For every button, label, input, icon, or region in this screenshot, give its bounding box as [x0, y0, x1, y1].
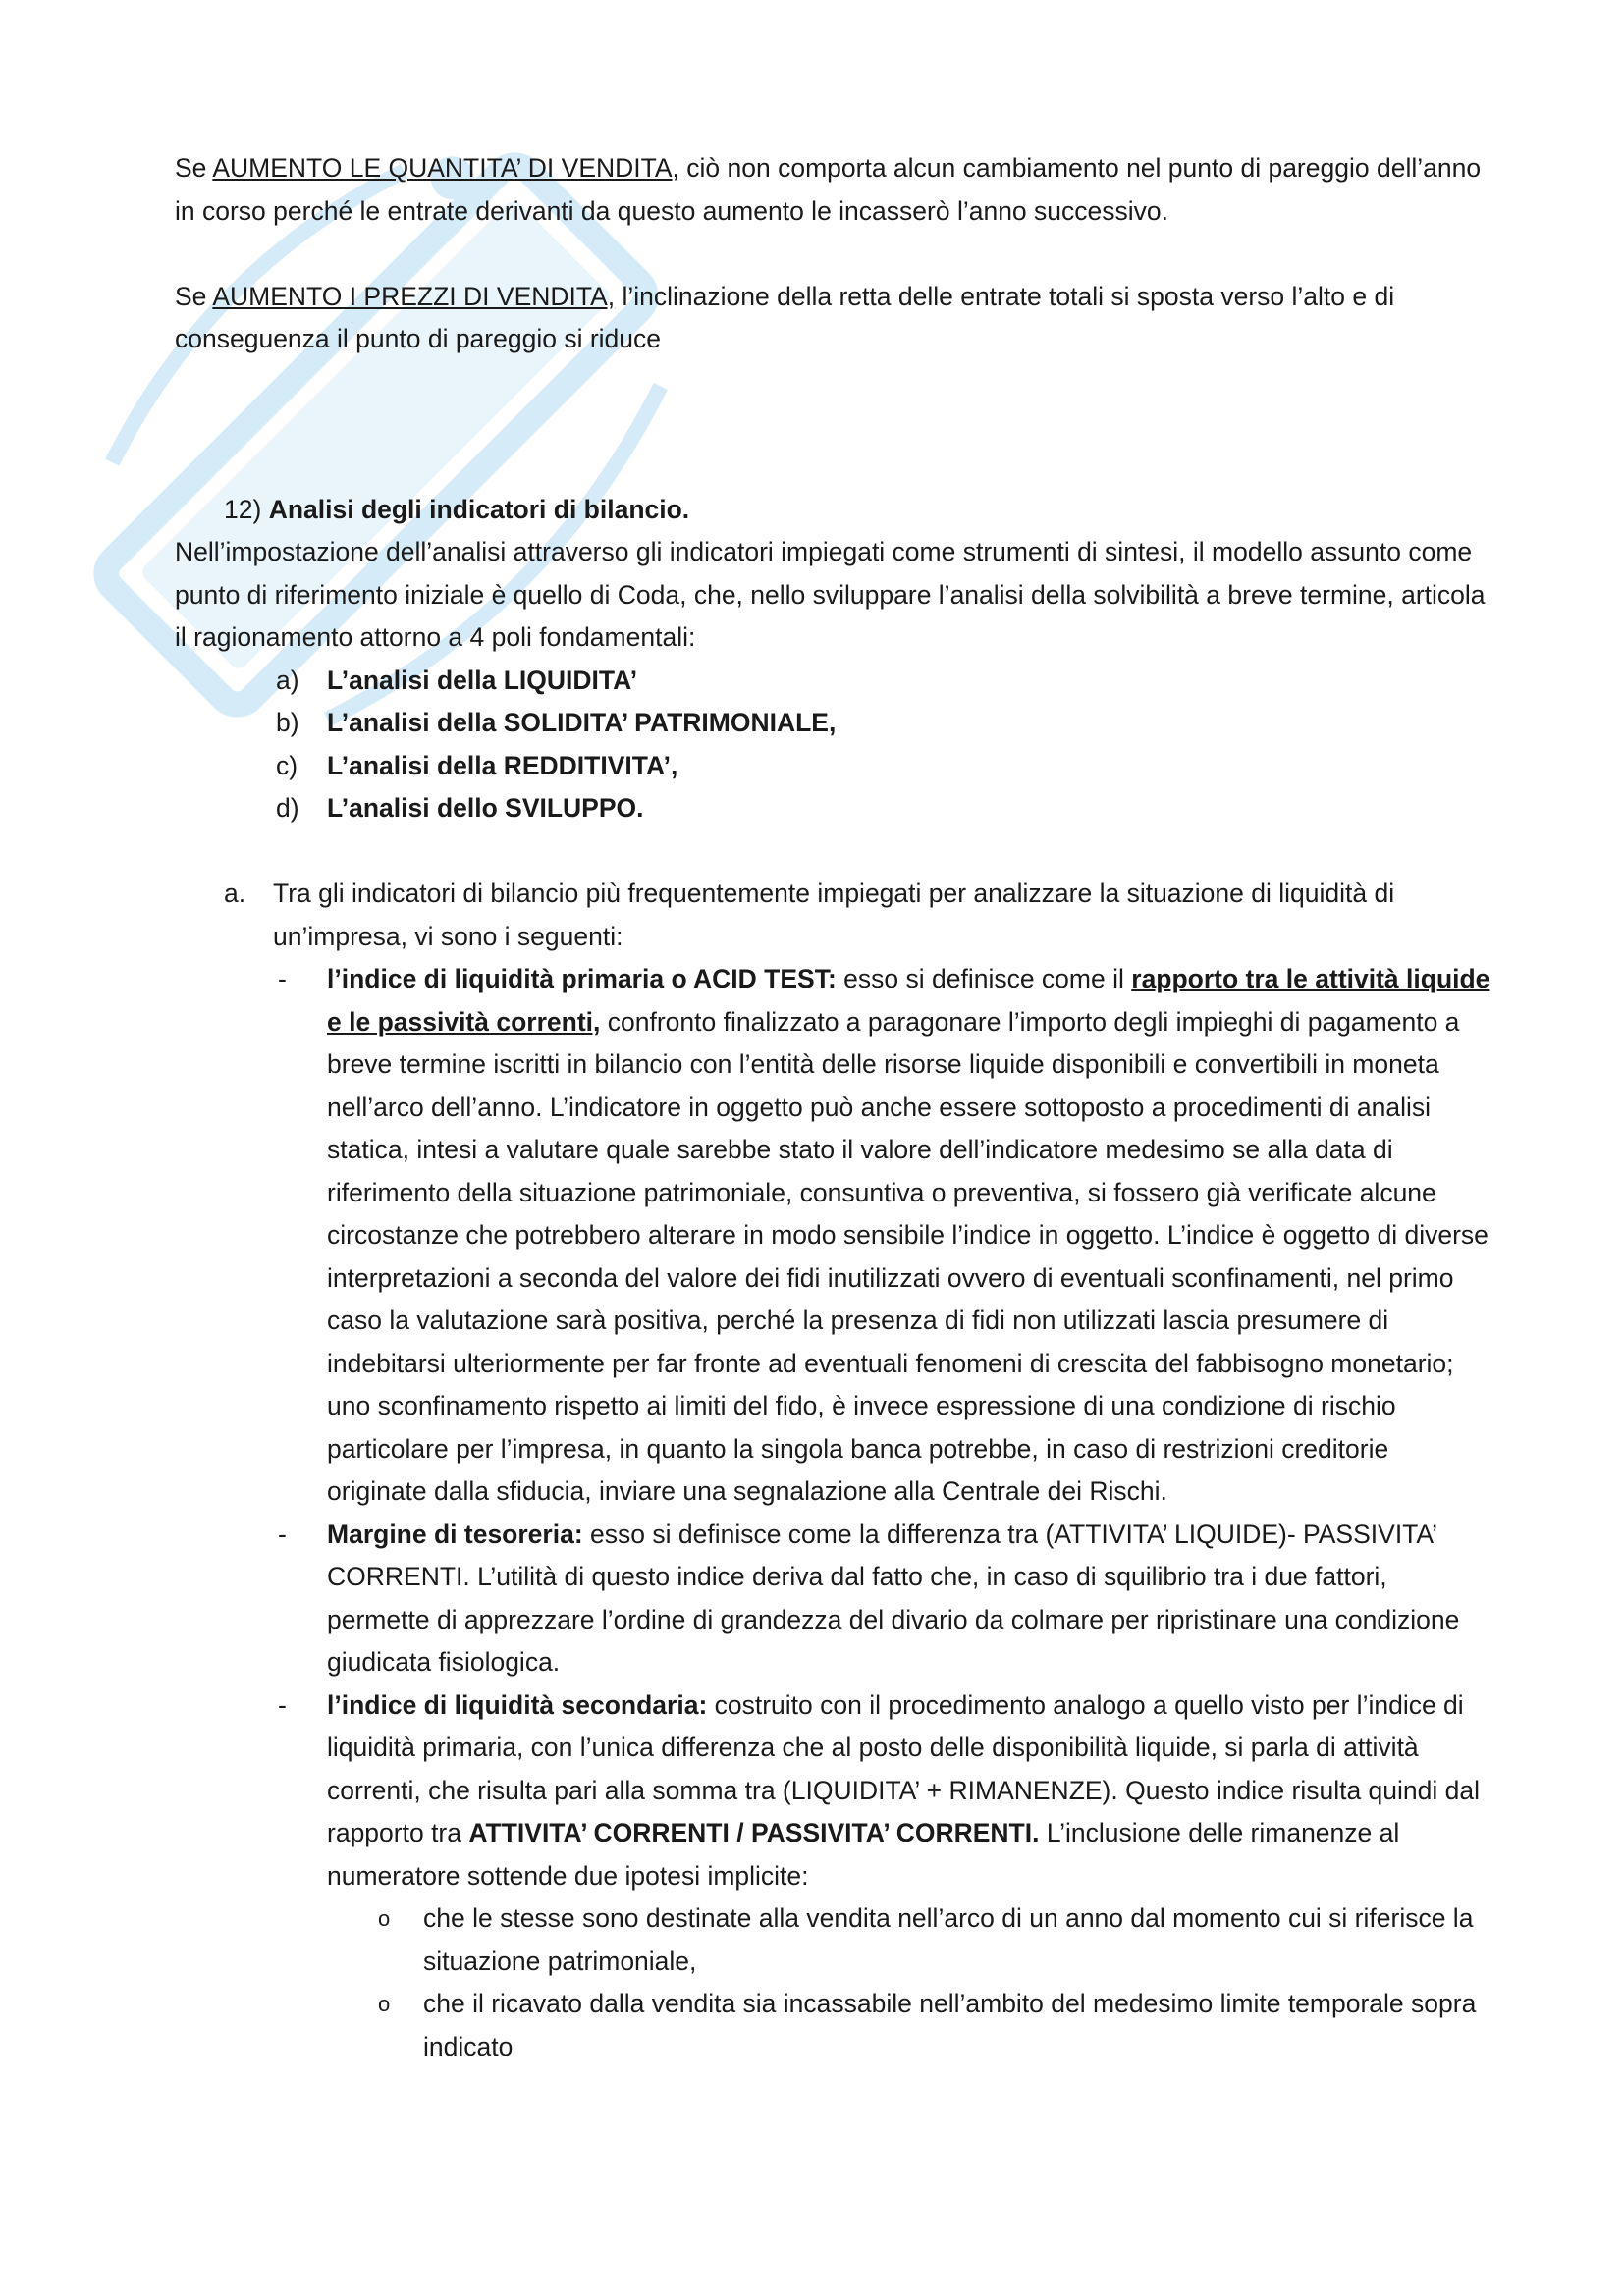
list-item-acid-test: - l’indice di liquidità primaria o ACID TEST: esso si definisce come il rapporto tra le attività liquide e le passività correnti, confronto finalizzato a paragonare l’importo degli impieghi di pagamento a breve termine iscritti in bilancio con l’entità delle risorse liquide disponibili e convertibili in moneta nell’arco dell’anno. L’indicatore in oggetto può anche essere sottoposto a procedimenti di analisi statica, intesi a valutare quale sarebbe stato il valore dell’indicatore medesimo se alla data di riferimento della situazione patrimoniale, consuntiva o preventiva, si fossero già verificate alcune circostanze che potrebbero alterare in modo sensibile l’indice in oggetto. L’indice è oggetto di diverse interpretazioni a seconda del valore dei fidi inutilizzati ovvero di eventuali sconfinamenti, nel primo caso la valutazione sarà positiva, perché la presenza di fidi non utilizzati lascia presumere di indebitarsi ulteriormente per far fronte ad eventuali fenomeni di crescita del fabbisogno monetario; uno sconfinamento rispetto ai limiti del fido, è invece espressione di una condizione di rischio particolare per l’impresa, in quanto la singola banca potrebbe, in caso di restrizioni creditorie originate dalla sfiducia, inviare una segnalazione alla Centrale dei Rischi.: [278, 964, 1490, 1506]
list-item-margine-tesoreria: - Margine di tesoreria: esso si definisce come la differenza tra (ATTIVITA’ LIQUIDE)- PASSIVITA’ CORRENTI. L’utilità di questo indice deriva dal fatto che, in caso di squilibrio tra i due fattori, permette di apprezzare l’ordine di grandezza del divario da colmare per ripristinare una condizione giudicata fisiologica.: [278, 1519, 1460, 1677]
section-heading: [175, 489, 1490, 532]
liquidity-intro: Tra gli indicatori di bilancio più frequentemente impiegati per analizzare la situazione di liquidità di un’impresa, vi sono i seguenti:: [273, 879, 1395, 951]
liquidity-section: [175, 873, 1490, 2068]
indicator-term: l’indice di liquidità primaria o ACID TEST:: [327, 964, 837, 993]
list-item: a) L’analisi della LIQUIDITA’: [276, 665, 638, 695]
section-title: Analisi degli indicatori di bilancio.: [268, 494, 690, 524]
circle-bullet-icon: o: [378, 1992, 391, 2016]
emphasized-definition: rapporto tra le attività liquide e le passività correnti,: [327, 964, 1490, 1037]
ratio-formula: ATTIVITA’ CORRENTI / PASSIVITA’ CORRENTI.: [468, 1818, 1040, 1847]
underlined-phrase: AUMENTO LE QUANTITA’ DI VENDITA: [212, 153, 673, 183]
section-intro-paragraph: Nell’impostazione dell’analisi attraverso gli indicatori impiegati come strumenti di sintesi, il modello assunto come punto di riferimento iniziale è quello di Coda, che, nello sviluppare l’analisi della solvibilità a breve termine, articola il ragionamento attorno a 4 poli fondamentali:: [175, 537, 1486, 652]
poles-list: [175, 660, 1490, 830]
list-item: o che il ricavato dalla vendita sia incassabile nell’ambito del medesimo limite temporale sopra indicato: [327, 1983, 1490, 2068]
intro-paragraph-quantity: Se AUMENTO LE QUANTITA’ DI VENDITA, ciò non comporta alcun cambiamento nel punto di pareggio dell’anno in corso perché le entrate derivanti da questo aumento le incasserò l’anno successivo.: [175, 153, 1482, 226]
list-item: o che le stesse sono destinate alla vendita nell’arco di un anno dal momento cui si riferisce la situazione patrimoniale,: [327, 1897, 1490, 1983]
document-body: [175, 147, 1490, 2068]
list-item: b) L’analisi della SOLIDITA’ PATRIMONIALE,: [276, 708, 837, 737]
indicator-term: Margine di tesoreria:: [327, 1519, 583, 1549]
indicator-term: l’indice di liquidità secondaria:: [327, 1689, 708, 1720]
subsection-marker: a.: [224, 879, 246, 908]
indicators-list: [273, 958, 1490, 2068]
list-item: d) L’analisi dello SVILUPPO.: [276, 793, 644, 823]
hypotheses-list: [327, 1897, 1490, 2068]
underlined-phrase: AUMENTO I PREZZI DI VENDITA,: [212, 281, 616, 311]
circle-bullet-icon: o: [378, 1906, 391, 1931]
section-number: 12): [224, 494, 262, 524]
list-item-liquidita-secondaria: - l’indice di liquidità secondaria: costruito con il procedimento analogo a quello visto per l’indice di liquidità primaria, con l’unica differenza che al posto delle disponibilità liquide, si parla di attività correnti, che risulta pari alla somma tra (LIQUIDITA’ + RIMANENZE). Questo indice risulta quindi dal rapporto tra ATTIVITA’ CORRENTI / PASSIVITA’ CORRENTI. L’inclusione delle rimanenze al numeratore sottende due ipotesi implicite: o che le stesse sono destinate alla vendita nell’arco di un anno dal momento cui si riferisce la situazione patrimoniale, o che il ricavato dalla vendita sia incassabile nell’ambito del medesimo limite temporale sopra indicato: [273, 1684, 1490, 2069]
list-item: c) L’analisi della REDDITIVITA’,: [276, 750, 678, 780]
intro-paragraph-price: Se AUMENTO I PREZZI DI VENDITA, l’inclinazione della retta delle entrate totali si sposta verso l’alto e di conseguenza il punto di pareggio si riduce: [175, 281, 1395, 353]
